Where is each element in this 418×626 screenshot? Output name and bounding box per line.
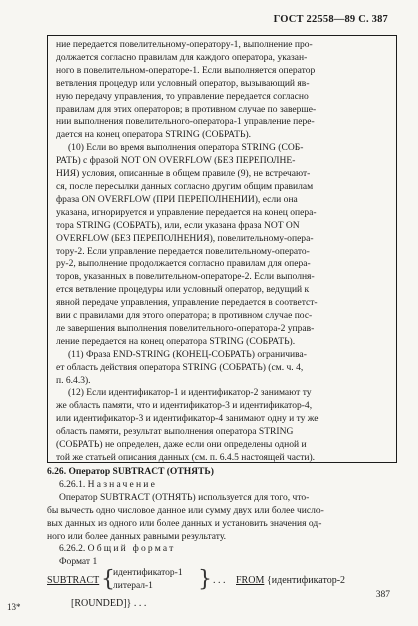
format-label: Формат 1 xyxy=(59,556,98,568)
target-operand: {идентификатор-2 xyxy=(267,575,346,586)
subsection-number: 6.26.2. xyxy=(59,543,86,555)
text-line: ле завершения выполнения повелительного-оператора-2 управ- xyxy=(56,322,315,334)
text-line: нии выполнения повелительного-оператора-1 управление пере- xyxy=(56,116,315,128)
text-line: РАТЬ) с фразой NOT ON OVERFLOW (БЕЗ ПЕРЕПОЛНЕ- xyxy=(56,155,296,167)
text-line: тору-2. Если управление передается повелительному-операто- xyxy=(56,245,310,257)
text-line: вии с правилами для этого оператора; в противном случае пос- xyxy=(56,310,313,322)
text-line: правилам для этих операторов; в противном случае по заверше- xyxy=(56,103,317,115)
text-line: указана, игнорируется и управление передается на конец опера- xyxy=(56,206,317,218)
subsection-title: Назначение xyxy=(87,478,158,490)
text-line: явной передаче управления, управление передается в соответст- xyxy=(56,297,318,309)
text-line: ся, после пересылки данных согласно другим общим правилам xyxy=(56,180,314,192)
text-line: ние передается повелительному-оператору-1, выполнение про- xyxy=(56,39,313,50)
text-line: область памяти, результат выполнения оператора STRING xyxy=(56,426,294,438)
text-line: той же статьей описания данных (см. п. 6.4.5 настоящей части). xyxy=(56,452,316,463)
text-line: должается согласно правилам для каждого оператора, указан- xyxy=(56,51,308,63)
text-line: торов, указанных в повелительном-операторе-2. Если выполня- xyxy=(56,271,315,283)
text-line: OVERFLOW (БЕЗ ПЕРЕПОЛНЕНИЯ), повелительному-опера- xyxy=(56,232,314,244)
text-line: Оператор SUBTRACT (ОТНЯТЬ) используется для того, что- xyxy=(59,491,310,503)
text-line: или идентификатор-3 и идентификатор-4 занимают одну и ту же xyxy=(56,413,319,425)
text-line: же область памяти, что и идентификатор-3 и идентификатор-4, xyxy=(56,400,313,412)
subsection-format-heading xyxy=(47,543,399,556)
text-line: тора STRING (СОБРАТЬ), или, если указана фраза NOT ON xyxy=(56,219,300,231)
text-line: бы вычесть одно числовое данное или сумму двух или более число- xyxy=(47,504,324,516)
text-line: ную передачу управления, то управление передается согласно xyxy=(56,90,309,102)
operand-literal: литерал-1 xyxy=(113,581,153,591)
subsection-title: Общий формат xyxy=(87,543,176,555)
subtract-keyword: SUBTRACT xyxy=(47,575,100,586)
text-line: дается на конец оператора STRING (СОБРАТЬ). xyxy=(56,129,252,141)
page-number: 387 xyxy=(375,590,390,600)
section-heading: 6.26. Оператор SUBTRACT (ОТНЯТЬ) xyxy=(47,466,214,477)
text-line: п. 6.4.3). xyxy=(56,374,91,386)
running-head: ГОСТ 22558—89 С. 387 xyxy=(273,14,388,25)
text-line: ется ветвление процедуры или условный оператор, ведущий к xyxy=(56,284,310,296)
text-line: ление передается на конец оператора STRING (СОБРАТЬ). xyxy=(56,335,296,347)
operand-identifier: идентификатор-1 xyxy=(113,568,183,578)
rule-10-start: (10) Если во время выполнения оператора STRING (СОБ- xyxy=(68,142,304,154)
rules-text xyxy=(56,39,392,465)
left-brace: { xyxy=(101,567,115,592)
repeat-ellipsis: . . . xyxy=(213,575,226,586)
rule-11-start: (11) Фраза END-STRING (КОНЕЦ-СОБРАТЬ) ограничива- xyxy=(68,348,307,360)
text-line: (СОБРАТЬ) не определен, даже если они определены одной и xyxy=(56,439,307,451)
right-brace: } xyxy=(198,567,212,592)
text-line: ного в повелительном-операторе-1. Если выполняется оператор xyxy=(56,64,316,76)
subsection-number: 6.26.1. xyxy=(59,478,86,490)
from-keyword: FROM xyxy=(236,575,265,586)
subsection-purpose-heading xyxy=(47,479,399,492)
text-line: ет область действия оператора STRING (СОБРАТЬ) (см. ч. 4, xyxy=(56,361,304,373)
text-line: вых данных из одного или более данных и установить значения од- xyxy=(47,517,322,529)
syntax-diagram xyxy=(47,567,399,592)
rule-12-start: (12) Если идентификатор-1 и идентификатор-2 занимают ту xyxy=(68,387,312,399)
text-line: ру-2, выполнение продолжается согласно правилам для опера- xyxy=(56,258,311,270)
text-line: ного или более данных равными результату. xyxy=(47,530,227,542)
text-line: ветвления процедур или условный оператор, вызывающий яв- xyxy=(56,77,310,89)
section-body xyxy=(47,466,399,569)
text-line: фраза ON OVERFLOW (ПРИ ПЕРЕПОЛНЕНИИ), если она xyxy=(56,193,298,205)
rounded-clause: [ROUNDED]} . . . xyxy=(71,598,147,609)
text-line: НИЯ) условия, описанные в общем правиле (9), не встречают- xyxy=(56,168,311,180)
signature-mark: 13* xyxy=(7,602,21,612)
